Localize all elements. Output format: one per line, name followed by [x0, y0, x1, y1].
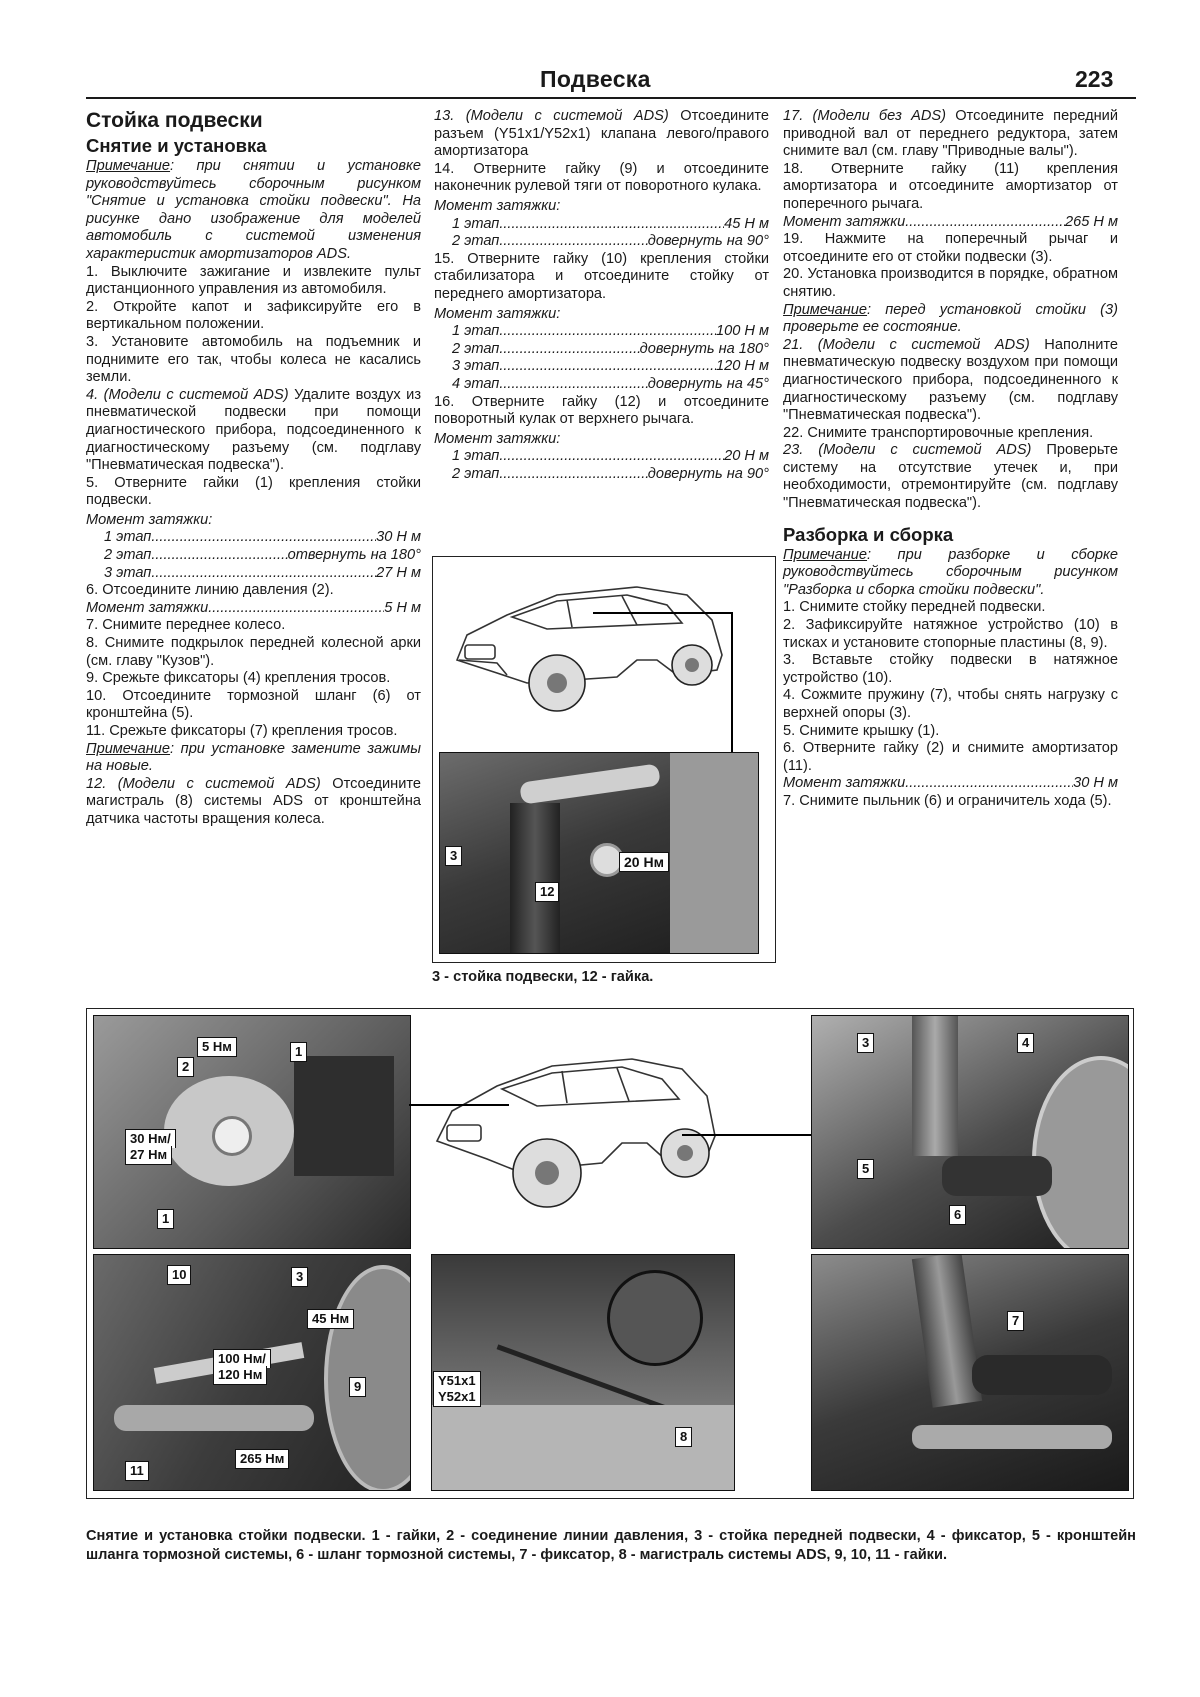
- disassembly-step-2: 2. Зафиксируйте натяжное устройство (10) в тисках и установите стопорные пластины (8, 9).: [783, 617, 1118, 651]
- step-21: [783, 337, 1118, 425]
- step-20: 20. Установка производится в порядке, обратном снятию.: [783, 266, 1118, 300]
- torque-heading: Момент затяжки:: [434, 430, 561, 447]
- torque-stage-label: 3 этап: [452, 358, 500, 375]
- header-divider: [86, 97, 1136, 99]
- callout-7: 7: [1007, 1311, 1024, 1331]
- drive-shaft: [972, 1355, 1112, 1395]
- disassembly-step-3: 3. Вставьте стойку подвески в натяжное устройство (10).: [783, 652, 1118, 686]
- torque-stage-label: 4 этап: [452, 375, 500, 392]
- disassembly-step-6: 6. Отверните гайку (2) и снимите амортизатор (11).: [783, 740, 1118, 774]
- leader-dots: [208, 600, 384, 618]
- torque-value: 45 Н м: [724, 215, 769, 232]
- torque-value: 20 Н м: [724, 448, 769, 465]
- torque-row: [86, 565, 421, 583]
- callout-12: 12: [535, 882, 559, 902]
- note-label: Примечание: [783, 546, 868, 563]
- note-paragraph: [783, 302, 1118, 337]
- step-15: 15. Отверните гайку (10) крепления стойки стабилизатора и отсоедините стойку от переднего амортизатора.: [434, 250, 769, 302]
- note-text: : перед установкой стойки (3) проверьте ее состояние.: [783, 301, 1118, 336]
- torque-value: довернуть на 90°: [647, 233, 769, 250]
- note-label: Примечание: [783, 301, 868, 318]
- torque-heading: Момент затяжки:: [434, 305, 561, 322]
- leader-dots: [499, 358, 716, 376]
- callout-4: 4: [1017, 1033, 1034, 1053]
- strut-photo: [439, 752, 759, 954]
- step-12: [86, 776, 421, 829]
- torque-row: [86, 600, 421, 618]
- callout-11: 11: [125, 1461, 149, 1481]
- torque-row: [434, 376, 769, 394]
- torque-stage-label: 1 этап: [452, 323, 500, 340]
- disassembly-step-4: 4. Сожмите пружину (7), чтобы снять нагрузку с верхней опоры (3).: [783, 687, 1118, 721]
- leader-dots: [499, 323, 716, 341]
- text-column-2: [434, 108, 769, 483]
- torque-heading: Момент затяжки:: [86, 511, 213, 528]
- torque-row: [434, 358, 769, 376]
- text-column-3: [783, 108, 1118, 811]
- section-2-title: Разборка и сборка: [783, 523, 954, 545]
- leader-dots: [499, 216, 724, 234]
- note-text: : при снятии и установке руководствуйтесь сборочным рисунком "Снятие и установка стойки подвески". На рисунке дано изображение для моделей автомобиль с системой изменения характеристик амортизаторов ADS.: [86, 158, 421, 262]
- torque-row: [434, 448, 769, 466]
- step-17-condition: 17. (Модели без ADS): [783, 108, 946, 124]
- callout-torque-100: 100 Нм/: [213, 1349, 271, 1368]
- callout-1: 1: [290, 1042, 307, 1062]
- page-number: 223: [1075, 66, 1114, 92]
- note-text: : при разборке и сборке руководствуйтесь сборочным рисунком "Разборка и сборка стойки подвески".: [783, 546, 1118, 598]
- strut-mount-nut: [212, 1116, 252, 1156]
- torque-stage-label: 2 этап: [452, 340, 500, 357]
- step-16: 16. Отверните гайку (12) и отсоедините поворотный кулак от верхнего рычага.: [434, 393, 769, 428]
- torque-value: довернуть на 45°: [647, 375, 769, 392]
- callout-3: 3: [445, 846, 462, 866]
- arm-bracket: [670, 753, 759, 953]
- callout-3: 3: [857, 1033, 874, 1053]
- leader-line: [593, 612, 733, 614]
- torque-label: Момент затяжки: [783, 213, 906, 230]
- subsection-title: Снятие и установка: [86, 135, 267, 156]
- section-title: Стойка подвески: [86, 109, 263, 132]
- callout-torque-120: 120 Нм: [213, 1366, 267, 1385]
- step-23: [783, 442, 1118, 512]
- torque-value: 27 Н м: [376, 564, 421, 581]
- step-23-condition: 23. (Модели с системой ADS): [783, 442, 1032, 459]
- step-19: 19. Нажмите на поперечный рычаг и отсоедините его от стойки подвески (3).: [783, 231, 1118, 265]
- note-text: : при установке замените зажимы на новые.: [86, 740, 421, 775]
- leader-line: [682, 1134, 814, 1136]
- leader-dots: [151, 547, 287, 565]
- torque-value: 265 Н м: [1064, 213, 1118, 230]
- callout-3: 3: [291, 1267, 308, 1287]
- text-column-1: [86, 108, 421, 829]
- callout-2: 2: [177, 1057, 194, 1077]
- car-illustration: [417, 1031, 727, 1231]
- callout-torque: 20 Нм: [619, 852, 669, 872]
- note-paragraph: [86, 158, 421, 264]
- car-illustration: [437, 565, 737, 715]
- leader-line: [409, 1104, 509, 1106]
- note-label: Примечание: [86, 740, 171, 757]
- step-6: 6. Отсоедините линию давления (2).: [86, 582, 334, 599]
- callout-9: 9: [349, 1377, 366, 1397]
- disassembly-step-5: 5. Снимите крышку (1).: [783, 722, 940, 739]
- torque-value: отвернуть на 180°: [287, 547, 421, 564]
- callout-torque-30: 30 Нм/: [125, 1129, 176, 1148]
- callout-5: 5: [857, 1159, 874, 1179]
- leader-dots: [905, 214, 1065, 232]
- callout-torque-27: 27 Нм: [125, 1146, 172, 1165]
- torque-row: [86, 529, 421, 547]
- step-4: [86, 387, 421, 475]
- torque-row: [434, 341, 769, 359]
- torque-label: Момент затяжки: [86, 599, 209, 616]
- callout-1: 1: [157, 1209, 174, 1229]
- drive-shaft: [942, 1156, 1052, 1196]
- torque-value: 30 Н м: [1073, 775, 1118, 792]
- lower-arm: [912, 1425, 1112, 1449]
- leader-dots: [905, 775, 1073, 793]
- step-13-condition: 13. (Модели с системой ADS): [434, 108, 669, 124]
- note-paragraph: [783, 547, 1118, 600]
- leader-dots: [499, 466, 647, 484]
- step-12-text: Отсоедините магистраль (8) системы ADS от кронштейна датчика частоты вращения колеса.: [86, 775, 421, 827]
- upper-arm: [519, 763, 661, 804]
- callout-10: 10: [167, 1265, 191, 1285]
- strut-body: [510, 803, 560, 953]
- figure-strut-nut: [432, 556, 776, 963]
- torque-value: 100 Н м: [715, 323, 769, 340]
- step-2: 2. Откройте капот и зафиксируйте его в вертикальном положении.: [86, 298, 421, 333]
- torque-value: довернуть на 180°: [639, 340, 769, 357]
- torque-stage-label: 1 этап: [104, 529, 152, 546]
- page-header-title: Подвеска: [540, 66, 651, 92]
- lower-arm: [114, 1405, 314, 1431]
- callout-8: 8: [675, 1427, 692, 1447]
- callout-y51x1: Y51x1: [433, 1371, 481, 1390]
- step-18: 18. Отверните гайку (11) крепления амортизатора и отсоедините амортизатор от поперечного рычага.: [783, 160, 1118, 212]
- torque-stage-label: 3 этап: [104, 564, 152, 581]
- torque-value: довернуть на 90°: [647, 465, 769, 482]
- module-box: [294, 1056, 394, 1176]
- step-14: 14. Отверните гайку (9) и отсоедините наконечник рулевой тяги от поворотного кулака.: [434, 160, 769, 195]
- torque-stage-label: 2 этап: [104, 547, 152, 564]
- underbody-panel: [432, 1405, 734, 1490]
- brake-disc: [324, 1265, 411, 1491]
- torque-row: [434, 233, 769, 251]
- callout-6: 6: [949, 1205, 966, 1225]
- torque-stage-label: 2 этап: [452, 465, 500, 482]
- leader-dots: [499, 376, 647, 394]
- step-13: [434, 108, 769, 161]
- step-17-text: Отсоедините передний приводной вал от переднего редуктора, затем снимите вал (см. главу "Приводные валы").: [783, 108, 1118, 160]
- leader-dots: [151, 529, 376, 547]
- step-13-text: Отсоедините разъем (Y51x1/Y52x1) клапана левого/правого амортизатора: [434, 108, 769, 160]
- step-22: 22. Снимите транспортировочные крепления.: [783, 424, 1094, 441]
- torque-row: [434, 216, 769, 234]
- step-11: 11. Срежьте фиксаторы (7) крепления тросов.: [86, 723, 398, 739]
- step-4-condition: 4. (Модели с системой ADS): [86, 386, 289, 403]
- torque-heading: Момент затяжки:: [434, 197, 561, 214]
- leader-dots: [499, 233, 647, 251]
- torque-label: Момент затяжки: [783, 775, 906, 792]
- photo-cable-clip: [811, 1254, 1129, 1491]
- step-17: [783, 108, 1118, 161]
- step-1: 1. Выключите зажигание и извлеките пульт дистанционного управления из автомобиля.: [86, 263, 421, 298]
- detail-circle: [607, 1270, 703, 1366]
- step-4-text: Удалите воздух из пневматической подвески при помощи диагностического прибора, подсоединенного к диагностическому разъему (см. подглаву "Пневматическая подвеска").: [86, 386, 422, 474]
- step-7: 7. Снимите переднее колесо.: [86, 617, 286, 634]
- strut-body: [912, 1254, 982, 1408]
- torque-row: [86, 547, 421, 565]
- torque-value: 120 Н м: [715, 358, 769, 375]
- disassembly-step-7: 7. Снимите пыльник (6) и ограничитель хода (5).: [783, 792, 1112, 809]
- torque-stage-label: 2 этап: [452, 233, 500, 250]
- torque-stage-label: 1 этап: [452, 448, 500, 465]
- figure-top-caption: 3 - стойка подвески, 12 - гайка.: [432, 969, 654, 985]
- torque-row: [434, 323, 769, 341]
- callout-torque-45: 45 Нм: [307, 1309, 354, 1329]
- torque-value: 30 Н м: [376, 529, 421, 546]
- torque-row: [783, 214, 1118, 232]
- step-23-text: Проверьте систему на отсутствие утечек и, при необходимости, отремонтируйте (см. подглаву "Пневматическая подвеска").: [783, 442, 1118, 512]
- leader-dots: [151, 565, 376, 583]
- callout-y52x1: Y52x1: [433, 1388, 481, 1407]
- strut-body: [912, 1016, 958, 1156]
- note-label: Примечание: [86, 158, 171, 174]
- note-paragraph: [86, 741, 421, 776]
- figure-strut-removal: [86, 1008, 1134, 1499]
- torque-row: [434, 466, 769, 484]
- leader-dots: [499, 341, 639, 359]
- leader-dots: [499, 448, 724, 466]
- brake-disc: [1032, 1056, 1129, 1249]
- callout-torque-265: 265 Нм: [235, 1449, 289, 1469]
- callout-torque-5: 5 Нм: [197, 1037, 237, 1057]
- step-12-condition: 12. (Модели с системой ADS): [86, 775, 321, 792]
- step-21-text: Наполните пневматическую подвеску воздухом при помощи диагностического прибора, подсоединенного к диагностическому разъему (см. подглаву "Пневматическая подвеска").: [783, 336, 1118, 424]
- disassembly-step-1: 1. Снимите стойку передней подвески.: [783, 599, 1046, 616]
- step-9: 9. Срежьте фиксаторы (4) крепления тросов.: [86, 670, 391, 687]
- step-21-condition: 21. (Модели с системой ADS): [783, 336, 1030, 353]
- step-5: 5. Отверните гайки (1) крепления стойки подвески.: [86, 474, 421, 509]
- step-10: 10. Отсоедините тормозной шланг (6) от кронштейна (5).: [86, 687, 421, 722]
- torque-stage-label: 1 этап: [452, 215, 500, 232]
- step-8: 8. Снимите подкрылок передней колесной арки (см. главу "Кузов").: [86, 635, 421, 669]
- torque-row: [783, 775, 1118, 793]
- figure-bottom-caption: Снятие и установка стойки подвески. 1 - гайки, 2 - соединение линии давления, 3 - стойка передней подвески, 4 - фиксатор, 5 - кронштейн шланга тормозной системы, 6 - шланг тормозной системы, 7 - фиксатор, 8 - магистраль системы ADS, 9, 10, 11 - гайки.: [86, 1528, 1136, 1563]
- step-3: 3. Установите автомобиль на подъемник и поднимите его так, чтобы колеса не касались земли.: [86, 333, 421, 386]
- torque-value: 5 Н м: [384, 599, 421, 616]
